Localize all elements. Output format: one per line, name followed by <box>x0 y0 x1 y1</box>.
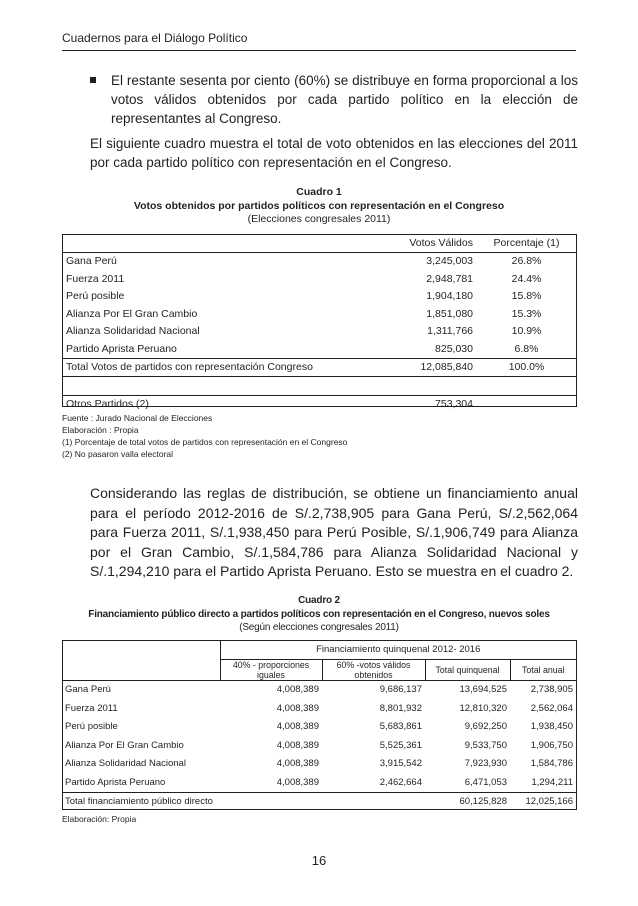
note-1: (1) Porcentaje de total votos de partidos con representación en el Congreso <box>62 437 348 447</box>
table1-notes <box>62 412 347 460</box>
vote-share-value: 9,686,137 <box>322 680 425 699</box>
party-name: Alianza Solidaridad Nacional <box>66 325 200 338</box>
equal-share-value: 4,008,389 <box>220 680 322 699</box>
table-row <box>62 736 576 755</box>
votes-value: 3,245,003 <box>362 252 477 270</box>
bullet-paragraph <box>90 71 578 128</box>
others-label: Otros Partidos (2) <box>62 395 362 413</box>
vote-share-value: 3,915,542 <box>379 758 422 770</box>
vote-share-value: 2,462,664 <box>379 776 422 788</box>
table-row <box>62 323 576 341</box>
table2-title: Financiamiento público directo a partidos políticos con representación en el Congreso, nuevos soles <box>88 608 550 620</box>
bullet-text: El restante sesenta por ciento (60%) se distribuye en forma proporcional a los votos válidos obtenidos por cada partido político en la elección de representantes al Congreso. <box>111 73 578 126</box>
five-year-total-value: 6,471,053 <box>464 776 507 788</box>
percentage-value: 10.9% <box>511 325 542 338</box>
col-header-vote-share: 60% -votos válidos obtenidos <box>322 659 425 680</box>
party-name: Partido Aprista Peruano <box>65 776 166 788</box>
table2-total-row <box>62 792 576 811</box>
percentage-value: 26.8% <box>477 252 576 270</box>
table-row <box>62 340 576 358</box>
table-row <box>62 305 576 323</box>
five-year-total-value: 12,810,320 <box>459 702 507 714</box>
funding-table <box>62 640 576 811</box>
table1-others-row <box>62 395 576 413</box>
votes-value: 1,904,180 <box>426 290 473 303</box>
annual-total-value: 2,738,905 <box>510 680 576 699</box>
col-header-five-year-total: Total quinquenal <box>425 659 510 680</box>
col-header-equal-share: 40% - proporciones iguales <box>220 659 322 680</box>
table2-footnote: Elaboración: Propia <box>62 814 137 824</box>
annual-total-value: 1,584,786 <box>530 758 573 770</box>
note-elaboration: Elaboración : Propia <box>62 425 139 435</box>
table2-label: Cuadro 2 <box>298 595 340 606</box>
annual-total-value: 1,294,211 <box>531 776 573 788</box>
group-header-funding: Financiamiento quinquenal 2012- 2016 <box>220 640 576 659</box>
percentage-value: 15.3% <box>511 307 542 320</box>
table1-title: Votos obtenidos por partidos políticos con representación en el Congreso <box>133 199 505 212</box>
five-year-total-value: 13,694,525 <box>425 680 510 699</box>
party-name: Perú posible <box>65 721 118 733</box>
votes-value: 1,851,080 <box>426 307 473 320</box>
total-percentage: 100.0% <box>477 358 576 377</box>
vote-share-value: 8,801,932 <box>379 702 422 714</box>
equal-share-value: 4,008,389 <box>276 776 319 788</box>
party-name: Alianza Solidaridad Nacional <box>65 758 186 770</box>
five-year-total-value: 7,923,930 <box>464 758 507 770</box>
votes-value: 1,311,766 <box>427 325 473 338</box>
header-divider <box>62 50 576 51</box>
table1-caption <box>62 186 576 227</box>
paragraph-intro-table1: El siguiente cuadro muestra el total de voto obtenidos en las elecciones del 2011 por cada partido político con representación en el Congreso. <box>90 136 578 170</box>
total-label: Total Votos de partidos con representación Congreso <box>62 358 362 377</box>
bullet-square-icon <box>90 77 96 83</box>
party-name: Gana Perú <box>62 252 362 270</box>
page-number: 16 <box>311 853 327 868</box>
note-source: Fuente : Jurado Nacional de Elecciones <box>62 413 213 423</box>
others-votes: 753,304 <box>362 395 477 413</box>
equal-share-value: 4,008,389 <box>276 702 319 714</box>
party-name: Gana Perú <box>62 680 220 699</box>
paragraph-intro-table2: Considerando las reglas de distribución, se obtiene un financiamiento anual para el período 2012-2016 de S/.2,738,905 para Gana Perú, S/.2,562,064 para Fuerza 2011, S/.1,938,450 para Perú Posible, S/.1,906,749 para Alianza por el Gran Cambio, S/.1,584,786 para Alianza Solidaridad Nacional y S/.1,294,210 para el Partido Aprista Peruano. Esto se muestra en el cuadro 2. <box>90 485 578 579</box>
five-year-total-value: 9,692,250 <box>464 721 507 733</box>
vote-share-value: 5,683,861 <box>379 721 422 733</box>
table1-label: Cuadro 1 <box>296 186 342 198</box>
party-name: Partido Aprista Peruano <box>66 342 177 355</box>
total-annual: 12,025,166 <box>510 792 576 811</box>
running-header: Cuadernos para el Diálogo Político <box>62 31 248 45</box>
table-row <box>62 718 576 737</box>
party-name: Fuerza 2011 <box>65 702 118 714</box>
equal-share-value: 4,008,389 <box>276 721 319 733</box>
party-name: Perú posible <box>66 290 125 303</box>
table1-total-row <box>62 358 576 377</box>
votes-value: 825,030 <box>435 342 473 355</box>
annual-total-value: 1,938,450 <box>530 721 573 733</box>
col-header-percentage: Porcentaje (1) <box>493 236 560 249</box>
table2-subtitle: (Según elecciones congresales 2011) <box>239 622 399 633</box>
table2-caption <box>62 594 576 635</box>
note-2: (2) No pasaron valla electoral <box>62 449 174 459</box>
votes-value: 2,948,781 <box>426 272 473 285</box>
col-header-votes: Votos Válidos <box>409 236 473 249</box>
equal-share-value: 4,008,389 <box>276 739 319 751</box>
percentage-value: 15.8% <box>511 290 542 303</box>
party-name: Alianza Por El Gran Cambio <box>65 739 184 751</box>
five-year-total-value: 9,533,750 <box>464 739 507 751</box>
table-row <box>62 773 576 792</box>
equal-share-value: 4,008,389 <box>276 758 319 770</box>
table-row <box>62 755 576 774</box>
table-row <box>62 270 576 288</box>
annual-total-value: 2,562,064 <box>530 702 573 714</box>
annual-total-value: 1,906,750 <box>530 739 573 751</box>
table1-header-row <box>62 234 576 252</box>
table-row <box>62 680 576 699</box>
votes-table <box>62 234 576 413</box>
percentage-value: 24.4% <box>511 272 542 285</box>
table1-subtitle: (Elecciones congresales 2011) <box>247 213 391 225</box>
party-name: Alianza Por El Gran Cambio <box>66 307 198 320</box>
total-five-year: 60,125,828 <box>425 792 510 811</box>
table-row <box>62 699 576 718</box>
col-header-annual-total: Total anual <box>510 659 576 680</box>
table2-group-header-row <box>62 640 576 659</box>
total-votes: 12,085,840 <box>362 358 477 377</box>
table1-empty-row <box>62 377 576 396</box>
party-name: Fuerza 2011 <box>66 272 125 285</box>
vote-share-value: 5,525,361 <box>379 739 422 751</box>
table-row <box>62 288 576 306</box>
percentage-value: 6.8% <box>514 342 539 355</box>
table-row <box>62 252 576 270</box>
total-label: Total financiamiento público directo <box>62 792 425 811</box>
table2-header-row <box>62 659 576 680</box>
